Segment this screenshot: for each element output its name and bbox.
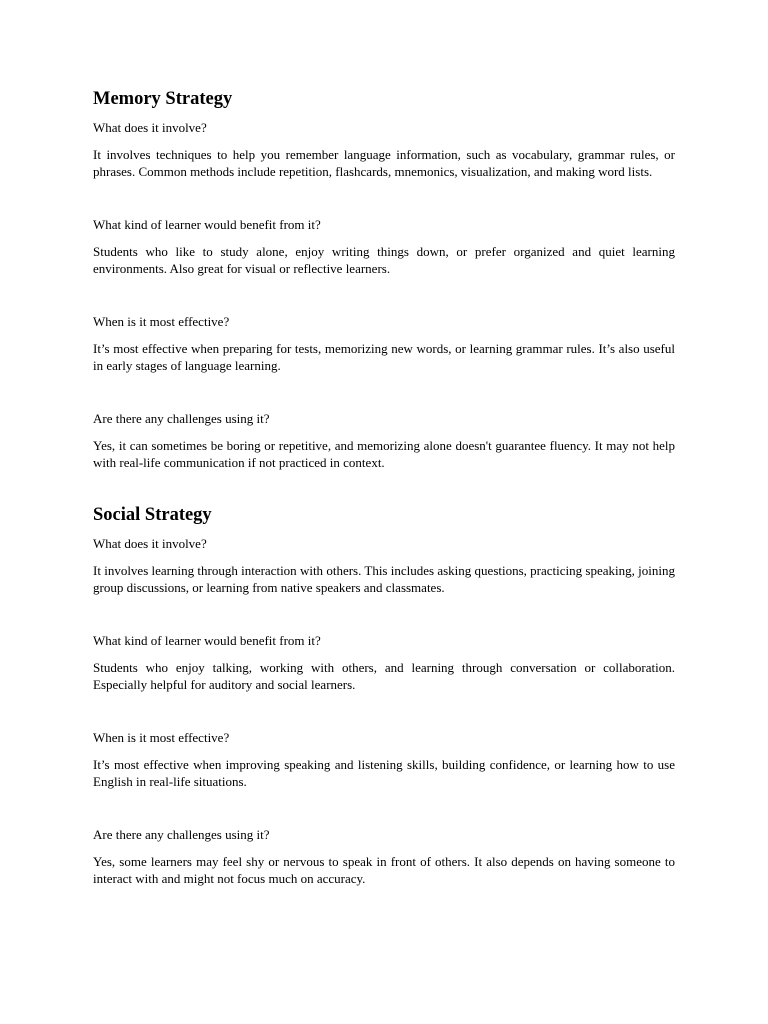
section-memory-strategy (93, 88, 675, 471)
answer: It involves learning through interaction with others. This includes asking questions, practicing speaking, joining group discussions, or learning from native speakers and classmates. (93, 563, 675, 595)
answer: It’s most effective when improving speaking and listening skills, building confidence, or learning how to use English in real-life situations. (93, 757, 675, 789)
question: What does it involve? (93, 120, 207, 135)
question: What does it involve? (93, 536, 207, 551)
section-title: Social Strategy (93, 505, 212, 525)
document-content (93, 88, 675, 887)
question: Are there any challenges using it? (93, 411, 270, 426)
answer: Students who enjoy talking, working with others, and learning through conversation or collaboration. Especially helpful for auditory and social learners. (93, 660, 675, 692)
answer: Students who like to study alone, enjoy writing things down, or prefer organized and quiet learning environments. Also great for visual or reflective learners. (93, 244, 675, 276)
question: What kind of learner would benefit from it? (93, 633, 321, 648)
question: When is it most effective? (93, 314, 230, 329)
question: Are there any challenges using it? (93, 827, 270, 842)
answer: Yes, some learners may feel shy or nervous to speak in front of others. It also depends on having someone to interact with and might not focus much on accuracy. (93, 854, 675, 886)
question: When is it most effective? (93, 730, 230, 745)
section-social-strategy (93, 504, 675, 887)
answer: It’s most effective when preparing for tests, memorizing new words, or learning grammar rules. It’s also useful in early stages of language learning. (93, 341, 675, 373)
answer: It involves techniques to help you remember language information, such as vocabulary, grammar rules, or phrases. Common methods include repetition, flashcards, mnemonics, visualization, and making word lists. (93, 147, 675, 179)
question: What kind of learner would benefit from it? (93, 217, 321, 232)
section-title: Memory Strategy (93, 89, 233, 109)
answer: Yes, it can sometimes be boring or repetitive, and memorizing alone doesn't guarantee fluency. It may not help with real-life communication if not practiced in context. (93, 438, 675, 470)
